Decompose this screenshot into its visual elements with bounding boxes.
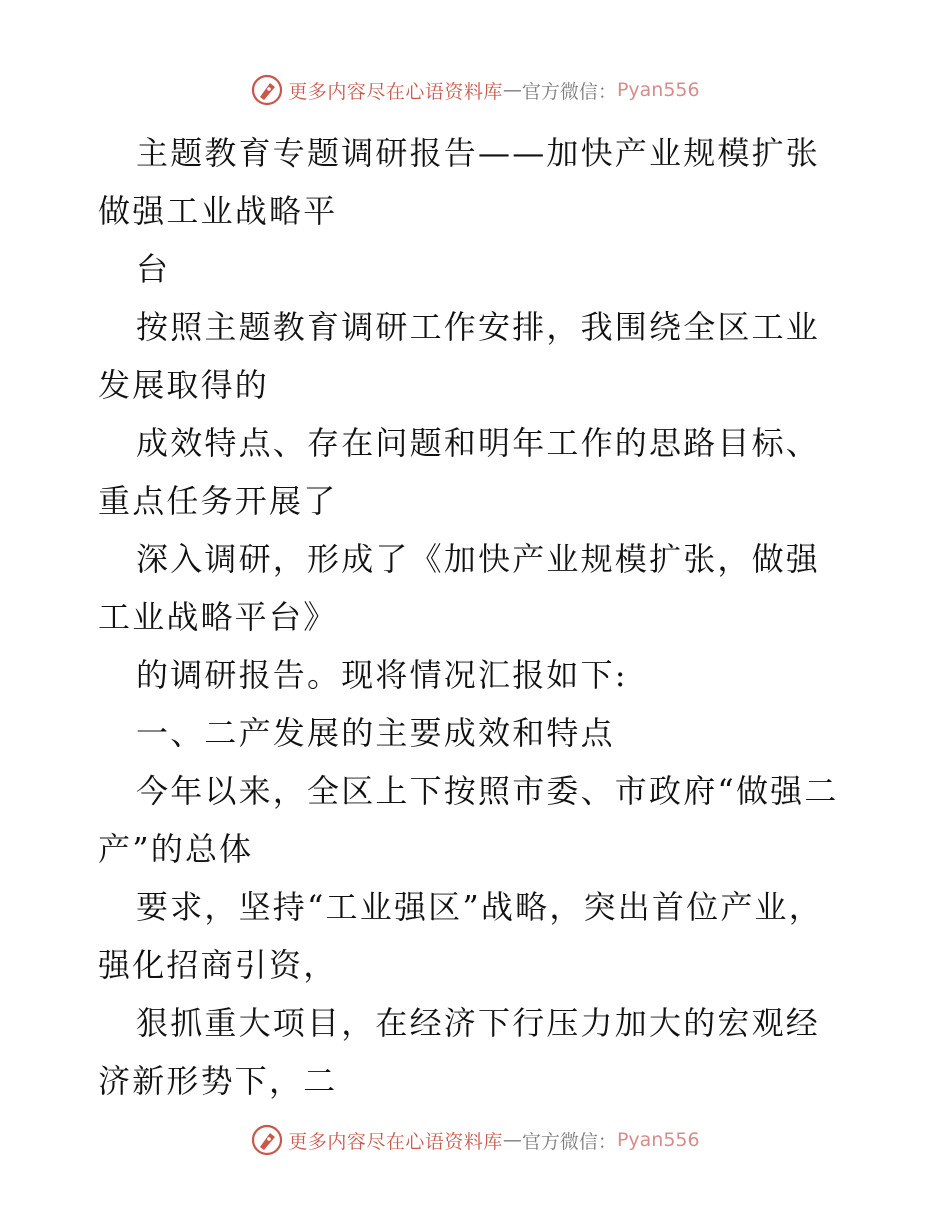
title-line: 主题教育专题调研报告——加快产业规模扩张做强工业战略平 xyxy=(98,134,821,230)
body-paragraph: 深入调研，形成了《加快产业规模扩张，做强工业战略平台》 xyxy=(98,540,821,636)
title-line-continued: 台 xyxy=(136,250,171,288)
watermark-brand: 更多内容尽在心语资料库 xyxy=(288,1130,503,1153)
body-paragraph: 成效特点、存在问题和明年工作的思路目标、重点任务开展了 xyxy=(98,424,821,520)
header-watermark xyxy=(0,70,950,110)
watermark-brand: 更多内容尽在心语资料库 xyxy=(288,80,503,103)
pen-nib-icon xyxy=(250,73,284,107)
section-heading: 一、二产发展的主要成效和特点 xyxy=(136,714,615,752)
footer-watermark xyxy=(0,1120,950,1160)
watermark-account: Pyan556 xyxy=(616,1129,700,1151)
body-paragraph: 的调研报告。现将情况汇报如下: xyxy=(136,656,628,694)
document-body xyxy=(98,124,854,1110)
pen-nib-icon xyxy=(250,1123,284,1157)
body-paragraph: 狠抓重大项目，在经济下行压力加大的宏观经济新形势下，二 xyxy=(98,1004,821,1100)
body-paragraph: 按照主题教育调研工作安排，我围绕全区工业发展取得的 xyxy=(98,308,821,404)
watermark-account: Pyan556 xyxy=(616,79,700,101)
watermark-dash: — xyxy=(502,1129,522,1151)
watermark-dash: — xyxy=(502,79,522,101)
body-paragraph: 今年以来，全区上下按照市委、市政府“做强二产”的总体 xyxy=(98,772,839,868)
watermark-official: 官方微信： xyxy=(521,1130,617,1153)
body-paragraph: 要求，坚持“工业强区”战略，突出首位产业，强化招商引资， xyxy=(98,888,823,984)
watermark-official: 官方微信： xyxy=(521,80,617,103)
